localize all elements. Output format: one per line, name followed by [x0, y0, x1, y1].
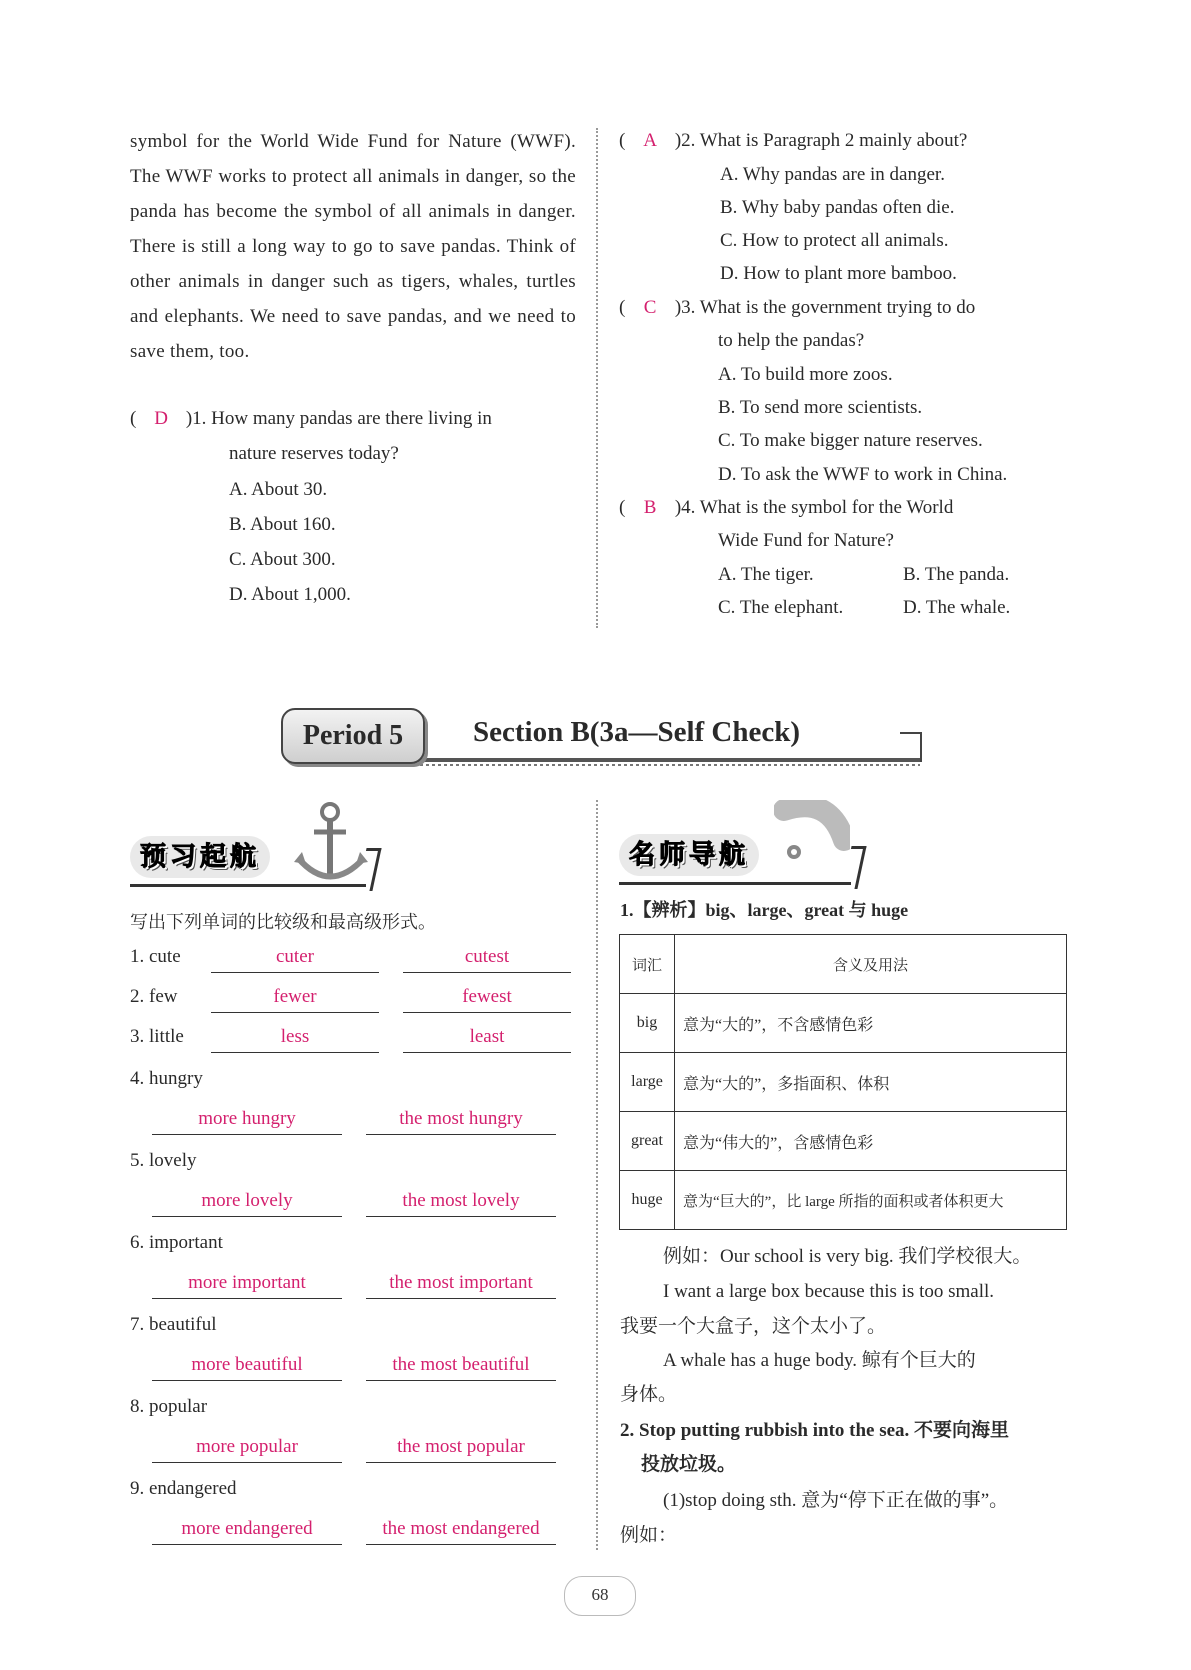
word-3-label: 3. little	[130, 1026, 184, 1047]
answer-2: A	[643, 130, 657, 151]
word-4-superlative: the most hungry	[366, 1104, 556, 1135]
word-1-comparative: cuter	[211, 942, 379, 973]
q3-option-c: C. To make bigger nature reserves.	[718, 430, 983, 451]
example-3-cont: 身体。	[620, 1384, 678, 1405]
word-7-label: 7. beautiful	[130, 1314, 217, 1335]
q2-option-c: C. How to protect all animals.	[720, 230, 949, 251]
period-underline-dashed	[300, 764, 920, 766]
teacher-guide-badge-line	[619, 882, 851, 885]
word-8-label: 8. popular	[130, 1396, 208, 1417]
word-5-label: 5. lovely	[130, 1150, 197, 1171]
word-8-comparative: more popular	[152, 1432, 342, 1463]
instruction: 写出下列单词的比较级和最高级形式。	[130, 912, 436, 933]
q3-option-d: D. To ask the WWF to work in China.	[718, 464, 1008, 485]
section-title: Section B(3a—Self Check)	[473, 716, 801, 748]
table-word: great	[620, 1112, 675, 1171]
q3-option-b: B. To send more scientists.	[718, 397, 923, 418]
table-header-word: 词汇	[620, 935, 675, 994]
table-meaning: 意为“大的”，不含感情色彩	[675, 994, 1067, 1053]
q2-option-b: B. Why baby pandas often die.	[720, 197, 955, 218]
vocab-table	[619, 934, 1067, 1230]
table-row	[620, 1171, 1067, 1230]
period-corner	[900, 732, 922, 762]
q3-option-a: A. To build more zoos.	[718, 364, 893, 385]
point-2-title-cont: 投放垃圾。	[641, 1454, 737, 1475]
table-meaning: 意为“大的”，多指面积、体积	[675, 1053, 1067, 1112]
question-2: ( A )2. What is Paragraph 2 mainly about?	[619, 124, 1079, 157]
analysis-heading: 1.【辨析】big、large、great 与 huge	[620, 900, 909, 920]
word-2-comparative: fewer	[211, 982, 379, 1013]
word-1-label: 1. cute	[130, 946, 181, 967]
table-word: big	[620, 994, 675, 1053]
question-3: ( C )3. What is the government trying to do	[619, 291, 1079, 324]
word-4-label: 4. hungry	[130, 1068, 203, 1089]
preview-badge: 预习起航	[130, 836, 270, 878]
q1-option-b: B. About 160.	[229, 514, 336, 535]
q4-option-b: B. The panda.	[903, 564, 1010, 585]
word-8-superlative: the most popular	[366, 1432, 556, 1463]
q4-option-c: C. The elephant.	[718, 597, 844, 618]
word-2-superlative: fewest	[403, 982, 571, 1013]
teacher-guide-badge: 名师导航	[619, 834, 759, 876]
question-1: ( D )1. How many pandas are there living in	[130, 402, 580, 435]
word-3-comparative: less	[211, 1022, 379, 1053]
point-2-sub: (1)stop doing sth. 意为“停下正在做的事”。	[663, 1490, 1009, 1511]
word-2-label: 2. few	[130, 986, 178, 1007]
question-1-cont: nature reserves today?	[229, 443, 399, 464]
word-7-comparative: more beautiful	[152, 1350, 342, 1381]
question-4: ( B )4. What is the symbol for the World	[619, 491, 1079, 524]
word-6-comparative: more important	[152, 1268, 342, 1299]
q2-option-d: D. How to plant more bamboo.	[720, 263, 957, 284]
word-6-label: 6. important	[130, 1232, 223, 1253]
table-word: large	[620, 1053, 675, 1112]
reading-passage: symbol for the World Wide Fund for Nature (WWF). The WWF works to protect all animals in danger, so the panda has become the symbol of all animals in danger. There is still a long way to go to save pandas. Think of other animals in danger such as tigers, whales, turtles and elephants. We need to save pandas, and we need to save them, too.	[130, 131, 576, 362]
point-2-title: 2. Stop putting rubbish into the sea. 不要向海里	[620, 1420, 1010, 1441]
question-4-cont: Wide Fund for Nature?	[718, 530, 894, 551]
column-divider-bottom	[596, 800, 598, 1550]
answer-4: B	[643, 497, 657, 518]
q2-option-a: A. Why pandas are in danger.	[720, 164, 945, 185]
table-word: huge	[620, 1171, 675, 1230]
page-number: 68	[564, 1576, 636, 1616]
pen-nib-icon	[774, 800, 850, 870]
table-row	[620, 994, 1067, 1053]
question-3-cont: to help the pandas?	[718, 330, 865, 351]
table-row	[620, 1053, 1067, 1112]
table-meaning: 意为“伟大的”，含感情色彩	[675, 1112, 1067, 1171]
word-1-superlative: cutest	[403, 942, 571, 973]
q1-option-d: D. About 1,000.	[229, 584, 351, 605]
word-5-comparative: more lovely	[152, 1186, 342, 1217]
word-5-superlative: the most lovely	[366, 1186, 556, 1217]
word-3-superlative: least	[403, 1022, 571, 1053]
preview-badge-line	[130, 884, 366, 887]
example-2-zh: 我要一个大盒子，这个太小了。	[620, 1316, 887, 1337]
word-9-superlative: the most endangered	[366, 1514, 556, 1545]
answer-3: C	[643, 297, 657, 318]
word-6-superlative: the most important	[366, 1268, 556, 1299]
example-2-en: I want a large box because this is too small.	[663, 1281, 995, 1302]
word-4-comparative: more hungry	[152, 1104, 342, 1135]
q1-option-c: C. About 300.	[229, 549, 336, 570]
word-7-superlative: the most beautiful	[366, 1350, 556, 1381]
point-2-example: 例如：	[620, 1525, 678, 1546]
column-divider-top	[596, 128, 598, 628]
period-label: Period 5	[281, 708, 425, 764]
q4-option-d: D. The whale.	[903, 597, 1011, 618]
word-9-comparative: more endangered	[152, 1514, 342, 1545]
q1-option-a: A. About 30.	[229, 479, 328, 500]
table-meaning: 意为“巨大的”，比 large 所指的面积或者体积更大	[675, 1171, 1067, 1230]
example-3: A whale has a huge body. 鲸有个巨大的	[663, 1350, 976, 1371]
table-row	[620, 1112, 1067, 1171]
q4-option-a: A. The tiger.	[718, 564, 814, 585]
table-header-row	[620, 935, 1067, 994]
word-9-label: 9. endangered	[130, 1478, 237, 1499]
example-1: 例如：Our school is very big. 我们学校很大。	[663, 1246, 1032, 1267]
table-header-meaning: 含义及用法	[675, 935, 1067, 994]
answer-1: D	[154, 408, 168, 429]
